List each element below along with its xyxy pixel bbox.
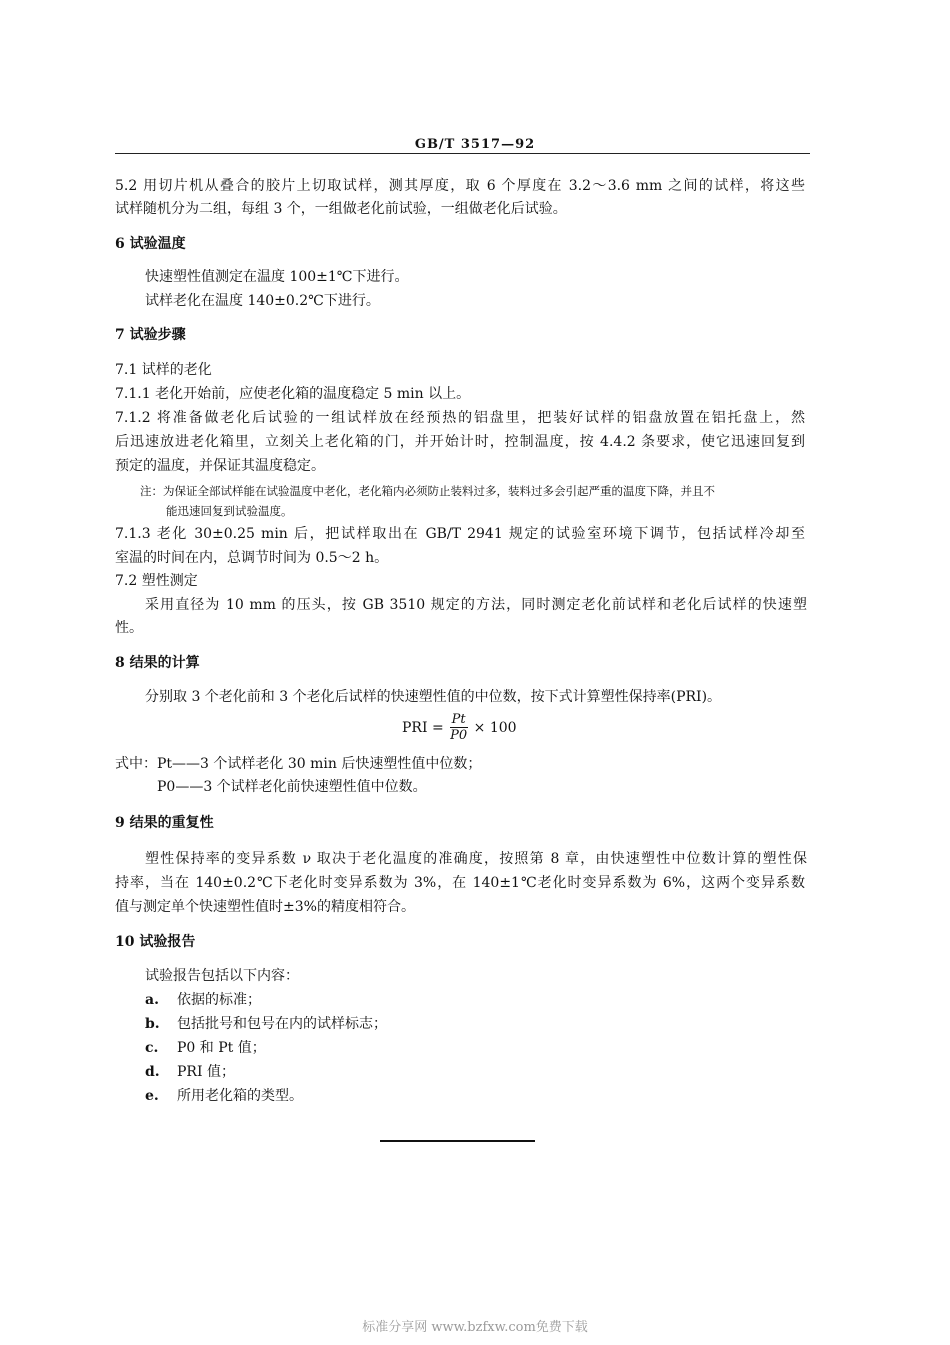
report-item-text: 依据的标准； — [177, 992, 261, 1008]
end-of-document-rule — [380, 1140, 535, 1142]
report-item-text: 所用老化箱的类型。 — [177, 1088, 303, 1104]
formula-denominator: P0 — [450, 728, 468, 743]
report-item — [145, 1039, 266, 1057]
report-item-label: b. — [145, 1016, 160, 1032]
clause-7-1-3-line-2: 室温的时间在内，总调节时间为 0.5～2 h。 — [115, 550, 389, 566]
note-line-2: 能迅速回复到试验温度。 — [166, 504, 293, 518]
clause-7-1-2-line-1: 7.1.2 将准备做老化后试验的一组试样放在经预热的铝盘里，把装好试样的铝盘放置在铝托盘上，然 — [115, 410, 805, 426]
formula-lhs: PRI = — [402, 719, 444, 736]
section-9-line-3: 值与测定单个快速塑性值时±3%的精度相符合。 — [115, 899, 415, 915]
clause-7-2-heading: 7.2 塑性测定 — [115, 573, 198, 589]
pri-formula — [402, 712, 517, 743]
section-9-heading: 9 结果的重复性 — [115, 815, 214, 831]
report-item-label: a. — [145, 992, 159, 1008]
report-item — [145, 1015, 387, 1033]
section-8-heading: 8 结果的计算 — [115, 655, 200, 671]
clause-7-1-1: 7.1.1 老化开始前，应使老化箱的温度稳定 5 min 以上。 — [115, 386, 471, 402]
section-8-line-1: 分别取 3 个老化前和 3 个老化后试样的快速塑性值的中位数，按下式计算塑性保持率(PRI)。 — [145, 689, 722, 705]
report-item-text: 包括批号和包号在内的试样标志； — [177, 1016, 387, 1032]
clause-5-2-line-2: 试样随机分为二组，每组 3 个，一组做老化前试验，一组做老化后试验。 — [115, 201, 567, 217]
report-item — [145, 1063, 235, 1081]
section-6-line-2: 试样老化在温度 140±0.2℃下进行。 — [145, 293, 380, 309]
section-10-heading: 10 试验报告 — [115, 934, 196, 950]
clause-7-1-3-line-1: 7.1.3 老化 30±0.25 min 后，把试样取出在 GB/T 2941 规定的试验室环境下调节，包括试样冷却至 — [115, 526, 805, 542]
section-6-line-1: 快速塑性值测定在温度 100±1℃下进行。 — [145, 269, 409, 285]
section-10-intro: 试验报告包括以下内容： — [145, 968, 299, 984]
report-item-text: P0 和 Pt 值； — [177, 1040, 266, 1056]
note-line-1: 注：为保证全部试样能在试验温度中老化，老化箱内必须防止装料过多，装料过多会引起严重的温度下降，并且不 — [140, 484, 715, 498]
formula-rhs: × 100 — [473, 719, 517, 736]
standard-code-header: GB/T 3517—92 — [414, 137, 536, 152]
report-item-label: d. — [145, 1064, 160, 1080]
section-7-heading: 7 试验步骤 — [115, 327, 186, 343]
report-item-label: c. — [145, 1040, 159, 1056]
formula-fraction — [450, 712, 468, 743]
formula-where-1: 式中：Pt——3 个试样老化 30 min 后快速塑性值中位数； — [115, 756, 482, 772]
watermark-footer: 标准分享网 www.bzfxw.com免费下载 — [362, 1320, 588, 1335]
report-item-label: e. — [145, 1088, 159, 1104]
report-item — [145, 991, 261, 1009]
section-6-heading: 6 试验温度 — [115, 236, 186, 252]
clause-7-1-2-line-3: 预定的温度，并保证其温度稳定。 — [115, 458, 325, 474]
report-item — [145, 1087, 303, 1105]
formula-where-2: P0——3 个试样老化前快速塑性值中位数。 — [157, 779, 427, 795]
clause-5-2-line-1: 5.2 用切片机从叠合的胶片上切取试样，测其厚度，取 6 个厚度在 3.2～3.6 mm 之间的试样，将这些 — [115, 178, 805, 194]
clause-7-1-2-line-2: 后迅速放进老化箱里，立刻关上老化箱的门，并开始计时，控制温度，按 4.4.2 条要求，使它迅速回复到 — [115, 434, 805, 450]
section-9-line-1: 塑性保持率的变异系数 ν 取决于老化温度的准确度，按照第 8 章，由快速塑性中位数计算的塑性保 — [145, 851, 807, 867]
report-item-text: PRI 值； — [177, 1064, 235, 1080]
header-divider — [115, 153, 810, 154]
clause-7-1-heading: 7.1 试样的老化 — [115, 362, 212, 378]
section-9-line-2: 持率，当在 140±0.2℃下老化时变异系数为 3%，在 140±1℃老化时变异系数为 6%，这两个变异系数 — [115, 875, 805, 891]
formula-numerator: Pt — [451, 712, 466, 727]
clause-7-2-line-2: 性。 — [115, 620, 143, 636]
clause-7-2-line-1: 采用直径为 10 mm 的压头，按 GB 3510 规定的方法，同时测定老化前试样和老化后试样的快速塑 — [145, 597, 807, 613]
